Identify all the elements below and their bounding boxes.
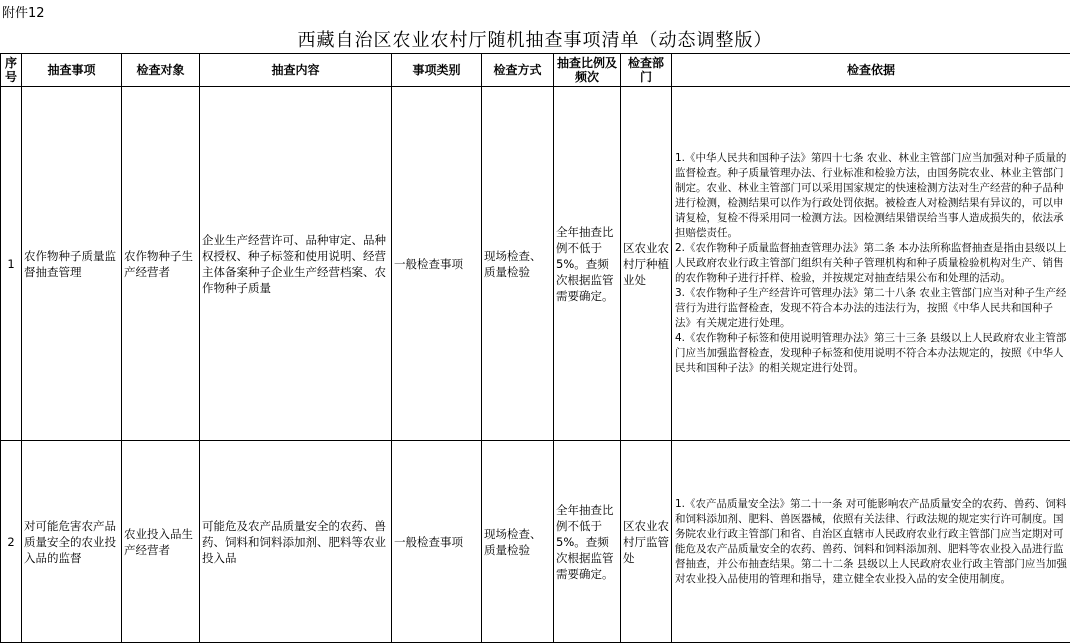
row-basis <box>672 441 1070 643</box>
page-title: 西藏自治区农业农村厅随机抽查事项清单（动态调整版） <box>297 30 773 51</box>
header-object: 检查对象 <box>122 54 200 87</box>
header-ratio: 抽查比例及频次 <box>554 54 621 87</box>
row-method: 现场检查、质量检验 <box>482 441 554 643</box>
row-item: 农作物种子质量监督抽查管理 <box>22 87 122 441</box>
basis-clause: 2.《农作物种子质量监督抽查管理办法》第二条 本办法所称监督抽查是指由县级以上人民政府农业行政主管部门组织有关种子管理机构和种子质量检验机构对生产、销售的农作物种子进行扦样、检验，并按规定对抽查结果公布和处理的活动。 <box>675 242 1067 284</box>
inspection-table <box>0 53 1070 643</box>
row-dept: 区农业农村厅种植业处 <box>621 87 672 441</box>
basis-clause: 3.《农作物种子生产经营许可管理办法》第二十八条 农业主管部门应当对种子生产经营行为进行监督检查，发现不符合本办法的违法行为，按照《中华人民共和国种子法》有关规定进行处理。 <box>675 287 1067 329</box>
row-basis <box>672 87 1070 441</box>
header-item: 抽查事项 <box>22 54 122 87</box>
row-object: 农作物种子生产经营者 <box>122 87 200 441</box>
header-content: 抽查内容 <box>200 54 392 87</box>
row-dept: 区农业农村厅监管处 <box>621 441 672 643</box>
row-object: 农业投入品生产经营者 <box>122 441 200 643</box>
header-category: 事项类别 <box>392 54 482 87</box>
row-content: 企业生产经营许可、品种审定、品种权授权、种子标签和使用说明、经营主体备案种子企业生产经营档案、农作物种子质量 <box>200 87 392 441</box>
row-ratio: 全年抽查比例不低于5%。查频次根据监管需要确定。 <box>554 87 621 441</box>
header-basis: 检查依据 <box>672 54 1070 87</box>
table-row <box>1 87 1070 441</box>
table-row <box>1 441 1070 643</box>
basis-clause: 1.《中华人民共和国种子法》第四十七条 农业、林业主管部门应当加强对种子质量的监督检查。种子质量管理办法、行业标准和检验方法，由国务院农业、林业主管部门制定。农业、林业主管部门可以采用国家规定的快速检测方法对生产经营的种子品种进行检测，检测结果可以作为行政处罚依据。被检查人对检测结果有异议的，可以申请复检，复检不得采用同一检测方法。因检测结果错误给当事人造成损失的，依法承担赔偿责任。 <box>675 152 1067 239</box>
row-seq: 2 <box>1 441 22 643</box>
header-seq: 序号 <box>1 54 22 87</box>
header-dept: 检查部门 <box>621 54 672 87</box>
header-row <box>1 54 1070 87</box>
header-method: 检查方式 <box>482 54 554 87</box>
row-seq: 1 <box>1 87 22 441</box>
row-category: 一般检查事项 <box>392 87 482 441</box>
attachment-label: 附件12 <box>2 6 45 21</box>
basis-clause: 4.《农作物种子标签和使用说明管理办法》第三十三条 县级以上人民政府农业主管部门应当加强监督检查，发现种子标签和使用说明不符合本办法规定的，按照《中华人民共和国种子法》的相关规定进行处罚。 <box>675 332 1067 374</box>
basis-clause: 1.《农产品质量安全法》第二十一条 对可能影响农产品质量安全的农药、兽药、饲料和饲料添加剂、肥料、兽医器械，依照有关法律、行政法规的规定实行许可制度。国务院农业行政主管部门和省、自治区直辖市人民政府农业行政主管部门应当定期对可能危及农产品质量安全的农药、兽药、饲料和饲料添加剂、肥料等农业投入品进行监督抽查，并公布抽查结果。第二十二条 县级以上人民政府农业行政主管部门应当加强对农业投入品使用的管理和指导，建立健全农业投入品的安全使用制度。 <box>675 497 1067 585</box>
row-ratio: 全年抽查比例不低于5%。查频次根据监管需要确定。 <box>554 441 621 643</box>
row-method: 现场检查、质量检验 <box>482 87 554 441</box>
row-item: 对可能危害农产品质量安全的农业投入品的监督 <box>22 441 122 643</box>
row-category: 一般检查事项 <box>392 441 482 643</box>
row-content: 可能危及农产品质量安全的农药、兽药、饲料和饲料添加剂、肥料等农业投入品 <box>200 441 392 643</box>
